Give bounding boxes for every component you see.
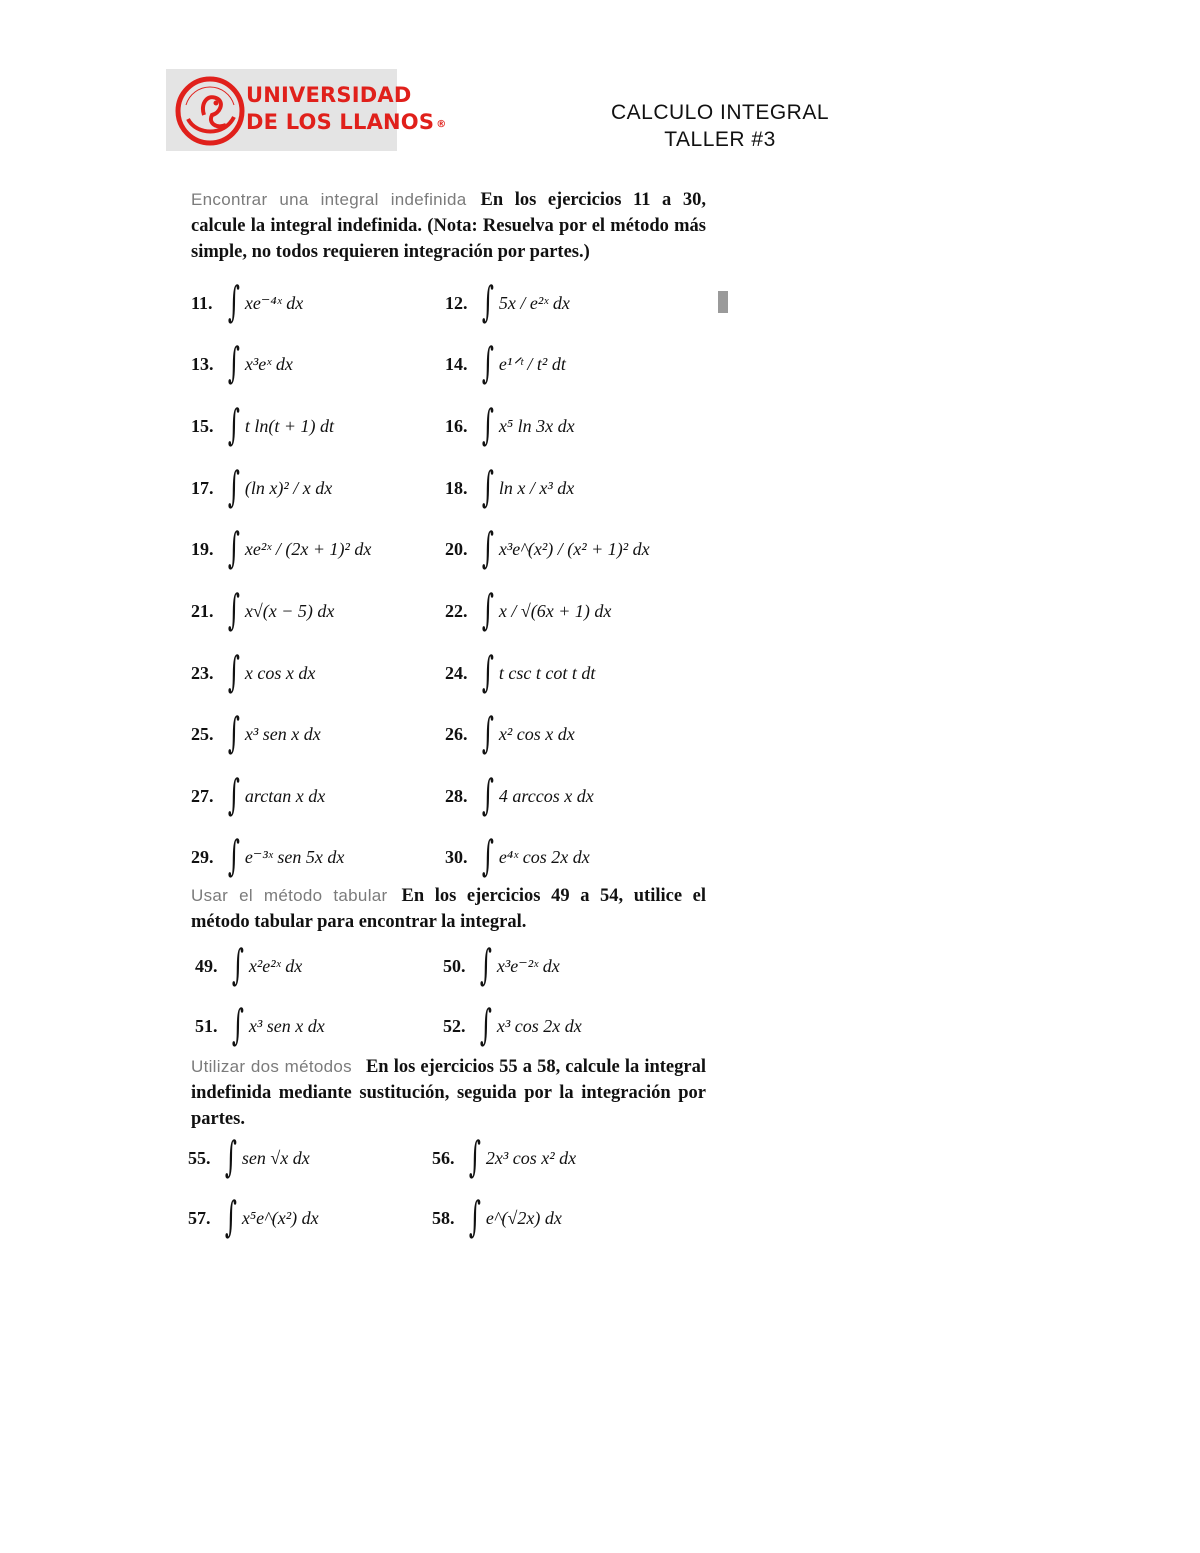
exercise-number: 12. [445,292,468,313]
integral-sign: ∫ [468,1192,481,1241]
section-heading [191,187,706,265]
integral-sign: ∫ [227,462,240,511]
exercise-number: 23. [191,662,214,683]
section-heading [191,883,706,935]
integrand-expression: e⁴ˣ cos 2x dx [498,846,590,867]
exercise-item [443,1001,582,1051]
exercise-number: 21. [191,600,214,621]
exercise-item [445,648,595,698]
integral-sign: ∫ [227,523,240,572]
integral-sign: ∫ [227,338,240,387]
exercise-number: 11. [191,292,213,313]
section-topic: Encontrar una integral indefinida [191,190,467,209]
course-title: CALCULO INTEGRAL [610,101,830,124]
exercise-number: 27. [191,785,214,806]
integral-sign: ∫ [468,1132,481,1181]
logo-line-1: UNIVERSIDAD [246,83,412,107]
exercise-item [445,709,575,759]
university-seal-icon [174,75,246,147]
exercise-item [195,1001,325,1051]
exercise-number: 19. [191,538,214,559]
exercise-number: 51. [195,1015,218,1036]
integrand-expression: e^(√2x) dx [485,1207,562,1228]
exercise-item [188,1133,310,1183]
integrand-expression: e⁻³ˣ sen 5x dx [244,846,345,867]
exercise-number: 14. [445,353,468,374]
integrand-expression: 4 arccos x dx [498,785,594,806]
exercise-item [445,832,590,882]
integrand-expression: x⁵e^(x²) dx [241,1207,319,1228]
exercise-item [188,1193,319,1243]
integrand-expression: x²e²ˣ dx [248,955,303,976]
integrand-expression: xe⁻⁴ˣ dx [244,292,304,313]
integral-sign: ∫ [227,400,240,449]
integrand-expression: t ln(t + 1) dt [244,415,335,436]
exercise-item [191,524,371,574]
integral-sign: ∫ [231,940,244,989]
exercise-number: 13. [191,353,214,374]
exercise-number: 28. [445,785,468,806]
exercise-item [191,339,293,389]
exercise-number: 20. [445,538,468,559]
integrand-expression: (ln x)² / x dx [244,477,333,498]
integral-sign: ∫ [481,708,494,757]
university-logo [166,69,447,151]
integrand-expression: x³ sen x dx [248,1015,325,1036]
exercise-item [445,771,594,821]
integrand-expression: sen √x dx [241,1147,310,1168]
exercise-number: 30. [445,846,468,867]
exercise-item [445,524,650,574]
exercise-number: 49. [195,955,218,976]
integrand-expression: x√(x − 5) dx [244,600,335,621]
integrand-expression: x⁵ ln 3x dx [498,415,575,436]
integral-sign: ∫ [224,1192,237,1241]
integral-sign: ∫ [481,400,494,449]
integrand-expression: x³eˣ dx [244,353,293,374]
exercise-item [191,832,344,882]
logo-line-2: DE LOS LLANOS ® [246,110,447,134]
integrand-expression: ln x / x³ dx [498,477,575,498]
exercise-number: 17. [191,477,214,498]
exercise-item [432,1193,562,1243]
integrand-expression: 5x / e²ˣ dx [498,292,570,313]
exercise-number: 15. [191,415,214,436]
integral-sign: ∫ [481,647,494,696]
integrand-expression: e¹ᐟᵗ / t² dt [498,353,566,374]
exercise-item [443,941,560,991]
integrand-expression: x cos x dx [244,662,316,683]
exercise-number: 22. [445,600,468,621]
exercise-number: 26. [445,723,468,744]
exercise-item [191,278,303,328]
integral-sign: ∫ [481,462,494,511]
exercise-number: 52. [443,1015,466,1036]
section-topic: Usar el método tabular [191,886,388,905]
exercise-number: 24. [445,662,468,683]
integral-sign: ∫ [481,585,494,634]
integral-sign: ∫ [479,940,492,989]
integrand-expression: x³e^(x²) / (x² + 1)² dx [498,538,650,559]
exercise-number: 18. [445,477,468,498]
integrand-expression: x³ sen x dx [244,723,321,744]
integral-sign: ∫ [227,647,240,696]
integral-sign: ∫ [481,523,494,572]
exercise-number: 16. [445,415,468,436]
integrand-expression: x² cos x dx [498,723,575,744]
exercise-number: 55. [188,1147,211,1168]
integral-sign: ∫ [481,770,494,819]
logo-wordmark [246,82,446,138]
integral-sign: ∫ [231,1000,244,1049]
exercise-number: 57. [188,1207,211,1228]
exercise-item [445,278,570,328]
section-instruction: En los ejercicios 55 a 58, calcule la integral indefinida mediante sustitución, seguida por la integración por partes. [191,1057,706,1129]
exercise-item [191,648,315,698]
integrand-expression: arctan x dx [244,785,326,806]
integrand-expression: x³e⁻²ˣ dx [496,955,560,976]
exercise-number: 50. [443,955,466,976]
integrand-expression: 2x³ cos x² dx [485,1147,577,1168]
margin-mark [718,291,728,313]
section-instruction: En los ejercicios 49 a 54, utilice el método tabular para encontrar la integral. [191,886,706,932]
exercise-item [191,771,325,821]
exercise-item [432,1133,576,1183]
integral-sign: ∫ [224,1132,237,1181]
exercise-number: 25. [191,723,214,744]
exercise-item [191,709,321,759]
section-topic: Utilizar dos métodos [191,1057,352,1076]
integral-sign: ∫ [479,1000,492,1049]
document-header [570,99,870,153]
exercise-item [445,401,575,451]
exercise-item [445,586,611,636]
integral-sign: ∫ [481,831,494,880]
integral-sign: ∫ [227,708,240,757]
integral-sign: ∫ [481,338,494,387]
exercise-number: 58. [432,1207,455,1228]
exercise-number: 56. [432,1147,455,1168]
exercise-item [191,586,334,636]
exercise-item [195,941,302,991]
section-heading [191,1054,706,1132]
integral-sign: ∫ [227,277,240,326]
integrand-expression: x³ cos 2x dx [496,1015,582,1036]
integral-sign: ∫ [227,585,240,634]
exercise-item [191,463,332,513]
integrand-expression: t csc t cot t dt [498,662,596,683]
integral-sign: ∫ [481,277,494,326]
workshop-title: TALLER #3 [664,128,776,151]
section-instruction: En los ejercicios 11 a 30, calcule la integral indefinida. (Nota: Resuelva por el método más simple, no todos requieren integración por partes.) [191,190,706,262]
integrand-expression: xe²ˣ / (2x + 1)² dx [244,538,372,559]
exercise-item [445,463,574,513]
exercise-item [445,339,566,389]
integral-sign: ∫ [227,831,240,880]
integral-sign: ∫ [227,770,240,819]
exercise-number: 29. [191,846,214,867]
exercise-item [191,401,334,451]
integrand-expression: x / √(6x + 1) dx [498,600,612,621]
